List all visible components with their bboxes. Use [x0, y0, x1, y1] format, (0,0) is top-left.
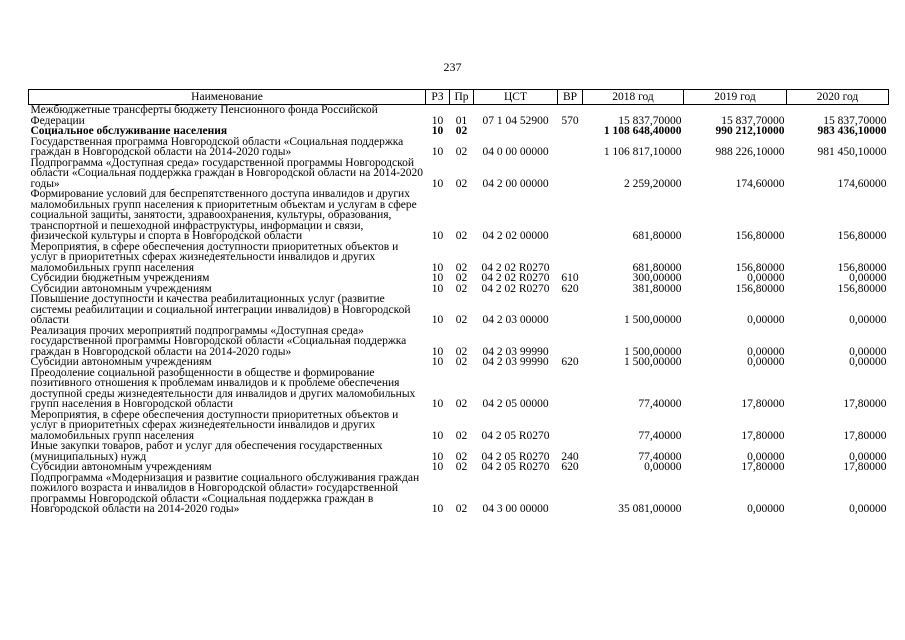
table-row [29, 357, 889, 368]
table-row [29, 158, 889, 190]
row-rz: 10 [431, 356, 444, 368]
row-cst: 04 2 05 R0270 [481, 429, 550, 442]
row-rz: 10 [431, 314, 444, 326]
row-2018: 35 081,00000 [618, 503, 682, 515]
row-vr [558, 158, 583, 190]
row-cst: 04 2 03 99990 [482, 356, 549, 368]
table-row [29, 294, 889, 326]
row-2018: 77,40000 [638, 450, 682, 463]
row-name: Субсидии автономным учреждениям [30, 356, 212, 368]
row-cst: 04 2 00 00000 [482, 177, 549, 190]
row-2019: 15 837,70000 [721, 114, 785, 127]
row-cst: 04 2 02 R0270 [481, 261, 550, 274]
row-name: Реализация прочих мероприятий подпрограммы «Доступная среда» государственной программы Новгородской области «Социальная поддержка граждан в Новгородской области на 2014-2020 годы» [30, 324, 407, 358]
row-pr: 01 [455, 114, 468, 127]
row-vr [558, 242, 583, 274]
row-name: Формирование условий для беспрепятственного доступа инвалидов и других маломобильных групп населения к приоритетным объектам и услугам в сфере социальной защиты, занятости, здравоохранения, культуры, образования, транспортной и пешеходной инфраструктуры, информации и связи, физической культуры и спорта в Новгородской области [30, 188, 417, 242]
row-vr: 620 [561, 282, 579, 295]
row-cst: 04 2 02 00000 [482, 230, 549, 242]
header-cst: ЦСТ [474, 90, 558, 105]
row-name: Преодоление социальной разобщенности в обществе и формирование позитивного отношения к проблемам инвалидов и к проблеме обеспечения доступной среды жизнедеятельности для инвалидов и других маломобильных групп населения в Новгородской области [30, 366, 416, 410]
row-2019: 990 212,10000 [715, 125, 785, 137]
row-pr: 02 [455, 345, 468, 358]
row-2018: 681,80000 [632, 261, 682, 274]
row-vr [558, 294, 583, 326]
row-pr: 02 [455, 261, 468, 274]
row-cst [474, 126, 558, 137]
row-name: Социальное обслуживание населения [30, 125, 228, 137]
row-2019: 156,80000 [735, 282, 785, 295]
row-name: Мероприятия, в сфере обеспечения доступности приоритетных объектов и услуг в приоритетных сферах жизнедеятельности инвалидов и других маломобильных групп населения [30, 408, 399, 442]
row-cst: 04 2 03 99990 [482, 345, 549, 358]
row-2020: 981 450,10000 [817, 146, 887, 158]
row-2019: 156,80000 [735, 261, 785, 274]
row-rz: 10 [431, 345, 444, 358]
row-vr: 570 [561, 114, 579, 127]
row-pr: 02 [455, 503, 468, 515]
row-pr: 02 [455, 177, 468, 190]
row-pr: 02 [455, 272, 468, 284]
row-2018: 77,40000 [638, 429, 682, 442]
row-rz: 10 [431, 429, 444, 442]
row-vr: 620 [561, 461, 579, 473]
row-rz: 10 [431, 114, 444, 127]
row-name: Мероприятия, в сфере обеспечения доступности приоритетных объектов и услуг в приоритетных сферах жизнедеятельности инвалидов и других маломобильных групп населения [30, 240, 399, 274]
row-2018: 2 259,20000 [624, 177, 682, 190]
row-cst: 04 2 02 R0270 [481, 282, 550, 295]
row-2020: 0,00000 [849, 503, 887, 515]
row-rz: 10 [431, 261, 444, 274]
row-rz: 10 [431, 272, 444, 284]
row-name: Подпрограмма «Модернизация и развитие социального обслуживания граждан пожилого возраста и инвалидов в Новгородской области» государственной программы Новгородской области «Социальная поддержка граждан в Новгородской области на 2014-2020 годы» [30, 471, 420, 515]
row-2020: 15 837,70000 [823, 114, 887, 127]
row-2020: 156,80000 [837, 282, 887, 295]
row-2018: 1 500,00000 [624, 345, 682, 358]
row-vr [558, 368, 583, 410]
row-2019: 0,00000 [747, 345, 785, 358]
row-2020: 0,00000 [849, 450, 887, 463]
row-2020: 17,80000 [843, 398, 887, 410]
page-number: 237 [443, 60, 462, 74]
header-pr: Пр [450, 90, 474, 105]
row-name: Подпрограмма «Доступная среда» государственной программы Новгородской области «Социальная поддержка граждан в Новгородской области на 2014-2020 годы» [30, 156, 424, 190]
row-2018: 1 500,00000 [624, 314, 682, 326]
row-pr: 02 [455, 356, 468, 368]
row-vr: 610 [561, 272, 579, 284]
row-name: Межбюджетные трансферты бюджету Пенсионного фонда Российской Федерации [30, 104, 378, 127]
table-row [29, 242, 889, 274]
row-cst: 04 3 00 00000 [482, 503, 549, 515]
row-vr: 240 [561, 450, 579, 463]
row-name: Государственная программа Новгородской области «Социальная поддержка граждан в Новгородской области на 2014-2020 годы» [30, 135, 404, 158]
row-2019: 0,00000 [747, 272, 785, 284]
row-vr [558, 410, 583, 442]
row-2018: 77,40000 [638, 398, 682, 410]
row-pr: 02 [455, 314, 468, 326]
row-vr [558, 126, 583, 137]
row-2018: 381,80000 [632, 282, 682, 295]
row-2018: 15 837,70000 [618, 114, 682, 127]
header-2020: 2020 год [787, 90, 889, 105]
table-row [29, 473, 889, 515]
table-header-row [29, 90, 889, 105]
row-2018: 1 106 817,10000 [603, 146, 682, 158]
row-2020: 17,80000 [843, 429, 887, 442]
row-2019: 0,00000 [747, 450, 785, 463]
row-2019: 156,80000 [735, 230, 785, 242]
row-2020: 0,00000 [849, 314, 887, 326]
row-cst: 04 2 02 R0270 [481, 272, 550, 284]
row-2018: 1 108 648,40000 [603, 125, 682, 137]
row-vr [558, 137, 583, 158]
row-2020: 0,00000 [849, 272, 887, 284]
row-2019: 174,60000 [735, 177, 785, 190]
row-2018: 681,80000 [632, 230, 682, 242]
row-pr: 02 [455, 282, 468, 295]
row-rz: 10 [431, 282, 444, 295]
table-row [29, 189, 889, 242]
row-2018: 0,00000 [644, 461, 682, 473]
row-cst: 04 2 03 00000 [482, 314, 549, 326]
table-row [29, 326, 889, 358]
row-rz: 10 [431, 398, 444, 410]
table-row [29, 105, 889, 127]
row-2020: 174,60000 [837, 177, 887, 190]
row-pr: 02 [455, 429, 468, 442]
row-2018: 1 500,00000 [624, 356, 682, 368]
row-name: Субсидии автономным учреждениям [30, 282, 212, 295]
table-row [29, 273, 889, 284]
row-cst: 04 0 00 00000 [482, 146, 549, 158]
row-rz: 10 [431, 461, 444, 473]
row-rz: 10 [431, 503, 444, 515]
row-cst: 07 1 04 52900 [482, 114, 549, 127]
row-2020: 0,00000 [849, 356, 887, 368]
row-2019: 0,00000 [747, 314, 785, 326]
row-pr: 02 [455, 230, 468, 242]
row-vr [558, 473, 583, 515]
row-pr: 02 [455, 461, 468, 473]
row-vr [558, 326, 583, 358]
row-2020: 156,80000 [837, 230, 887, 242]
row-2020: 17,80000 [843, 461, 887, 473]
row-rz: 10 [431, 125, 444, 137]
row-2019: 17,80000 [741, 398, 785, 410]
table-row [29, 410, 889, 442]
row-name: Повышение доступности и качества реабилитационных услуг (развитие системы реабилитации и социальной интеграции инвалидов) в Новгородской области [30, 293, 411, 326]
row-2020: 983 436,10000 [817, 125, 887, 137]
row-pr: 02 [455, 146, 468, 158]
table-row [29, 126, 889, 137]
row-cst: 04 2 05 R0270 [481, 461, 550, 473]
row-rz: 10 [431, 146, 444, 158]
row-vr [558, 189, 583, 242]
row-rz: 10 [431, 177, 444, 190]
row-name: Иные закупки товаров, работ и услуг для обеспечения государственных (муниципальных) нужд [30, 440, 383, 463]
row-2019: 17,80000 [741, 461, 785, 473]
header-rz: РЗ [426, 90, 450, 105]
row-cst: 04 2 05 00000 [482, 398, 549, 410]
row-cst: 04 2 05 R0270 [481, 450, 550, 463]
header-vr: ВР [558, 90, 583, 105]
budget-table [28, 89, 889, 515]
header-2018: 2018 год [583, 90, 684, 105]
row-pr: 02 [455, 125, 468, 137]
row-pr: 02 [455, 398, 468, 410]
table-row [29, 368, 889, 410]
table-row [29, 462, 889, 473]
row-2019: 0,00000 [747, 356, 785, 368]
row-2019: 17,80000 [741, 429, 785, 442]
row-rz: 10 [431, 230, 444, 242]
table-row [29, 137, 889, 158]
row-name: Субсидии автономным учреждениям [30, 461, 212, 473]
row-2019: 988 226,10000 [715, 146, 785, 158]
header-2019: 2019 год [684, 90, 787, 105]
row-name: Субсидии бюджетным учреждениям [30, 272, 210, 284]
table-body [29, 105, 889, 515]
row-2020: 0,00000 [849, 345, 887, 358]
row-2019: 0,00000 [747, 503, 785, 515]
row-vr: 620 [561, 356, 579, 368]
table-row [29, 441, 889, 462]
row-pr: 02 [455, 450, 468, 463]
row-2020: 156,80000 [837, 261, 887, 274]
header-name: Наименование [29, 90, 426, 105]
row-rz: 10 [431, 450, 444, 463]
row-2018: 300,00000 [632, 272, 682, 284]
